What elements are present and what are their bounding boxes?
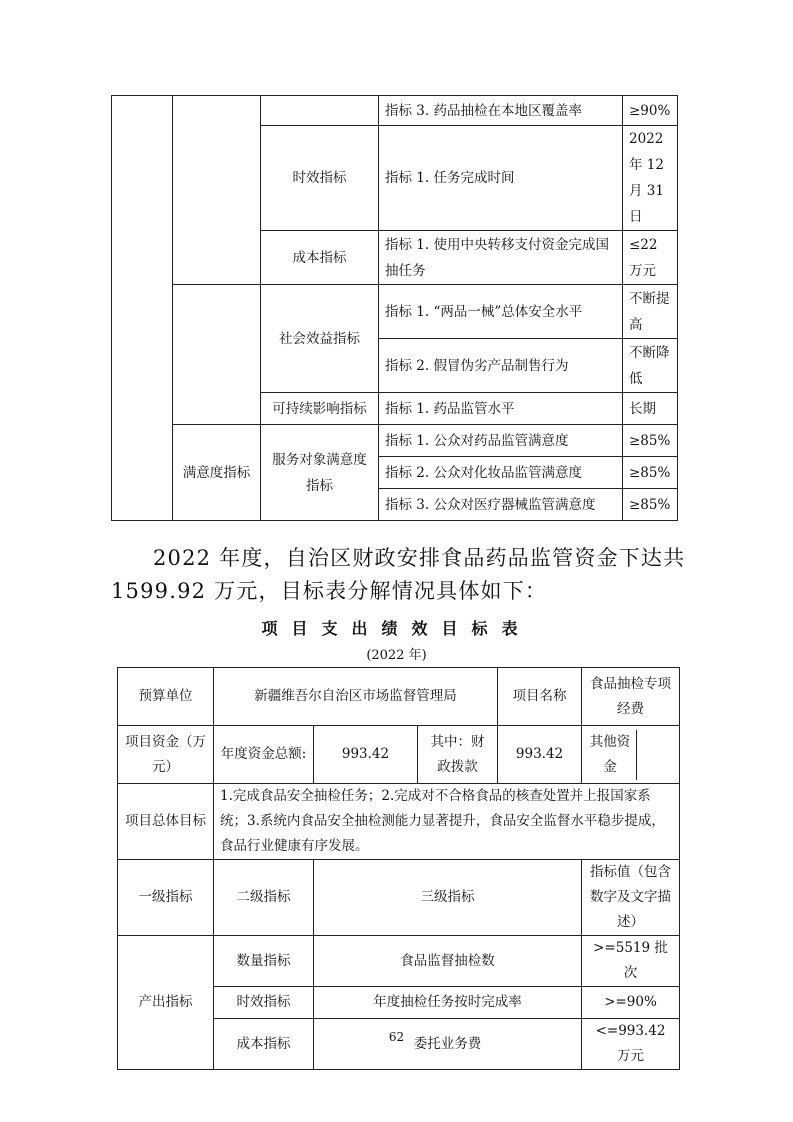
level3-cell: 指标 1. “两品一械”总体安全水平 [379,285,623,339]
level2-cell: 社会效益指标 [261,285,379,393]
level1-cell [173,96,261,285]
table-subtitle: (2022 年) [366,648,427,663]
level2-cell: 服务对象满意度指标 [261,425,379,521]
header-level3: 三级指标 [314,860,582,936]
row-level2: 成本指标 [214,1019,314,1070]
other-funds-label: 其他资金 [588,730,637,780]
goal-label: 项目总体目标 [118,784,214,860]
budget-unit-label: 预算单位 [118,668,214,726]
level2-cell: 可持续影响指标 [261,393,379,425]
header-level1: 一级指标 [118,860,214,936]
body-paragraph: 2022 年度，自治区财政安排食品药品监管资金下达共 1599.92 万元，目标表分解情况具体如下： [111,546,686,603]
annual-total-label: 年度资金总额: [214,726,314,784]
level2-cell: 时效指标 [261,126,379,231]
row-value: >=90% [582,987,680,1019]
indicator-table-continued [111,95,678,521]
header-level2: 二级指标 [214,860,314,936]
other-funds-cell [582,726,680,784]
table-title: 项目支出绩效目标表 [261,619,532,638]
level3-cell: 指标 2. 假冒伪劣产品制售行为 [379,339,623,393]
row-value: <=993.42 万元 [582,1019,680,1070]
budget-unit-value: 新疆维吾尔自治区市场监督管理局 [214,668,498,726]
level2-cell: 成本指标 [261,231,379,285]
funds-label: 项目资金（万元） [118,726,214,784]
level3-cell: 指标 1. 公众对药品监管满意度 [379,425,623,457]
row-level2: 数量指标 [214,936,314,987]
project-name-label: 项目名称 [498,668,582,726]
level2-cell [261,96,379,126]
level3-cell: 指标 1. 使用中央转移支付资金完成国抽任务 [379,231,623,285]
level3-cell: 指标 3. 药品抽检在本地区覆盖率 [379,96,623,126]
level3-cell: 指标 1. 任务完成时间 [379,126,623,231]
level1-cell: 满意度指标 [173,425,261,521]
value-cell: 长期 [623,393,678,425]
level3-cell: 指标 3. 公众对医疗器械监管满意度 [379,489,623,521]
fiscal-value: 993.42 [498,726,582,784]
value-cell: ≥85% [623,489,678,521]
row-level3: 委托业务费 [314,1019,582,1070]
fiscal-label: 其中：财政拨款 [418,726,498,784]
value-cell: 2022 年 12 月 31 日 [623,126,678,231]
performance-goal-table [117,667,680,1070]
level1-cell [173,285,261,425]
row-level3: 食品监督抽检数 [314,936,582,987]
output-label: 产出指标 [118,936,214,1070]
annual-total-value: 993.42 [314,726,418,784]
level3-cell: 指标 2. 公众对化妆品监管满意度 [379,457,623,489]
value-cell: ≥90% [623,96,678,126]
value-cell: ≤22 万元 [623,231,678,285]
value-cell: 不断降低 [623,339,678,393]
level0-cell [112,96,173,521]
header-value: 指标值（包含数字及文字描述） [582,860,680,936]
value-cell: ≥85% [623,457,678,489]
row-value: >=5519 批次 [582,936,680,987]
value-cell: 不断提高 [623,285,678,339]
other-funds-value [637,730,673,780]
project-name-value: 食品抽检专项经费 [582,668,680,726]
page-number: 62 [388,1030,405,1044]
goal-value: 1.完成食品安全抽检任务；2.完成对不合格食品的核查处置并上报国家系统；3.系统内食品安全抽检测能力显著提升，食品安全监督水平稳步提成，食品行业健康有序发展。 [214,784,680,860]
row-level3: 年度抽检任务按时完成率 [314,987,582,1019]
row-level2: 时效指标 [214,987,314,1019]
value-cell: ≥85% [623,425,678,457]
level3-cell: 指标 1. 药品监管水平 [379,393,623,425]
